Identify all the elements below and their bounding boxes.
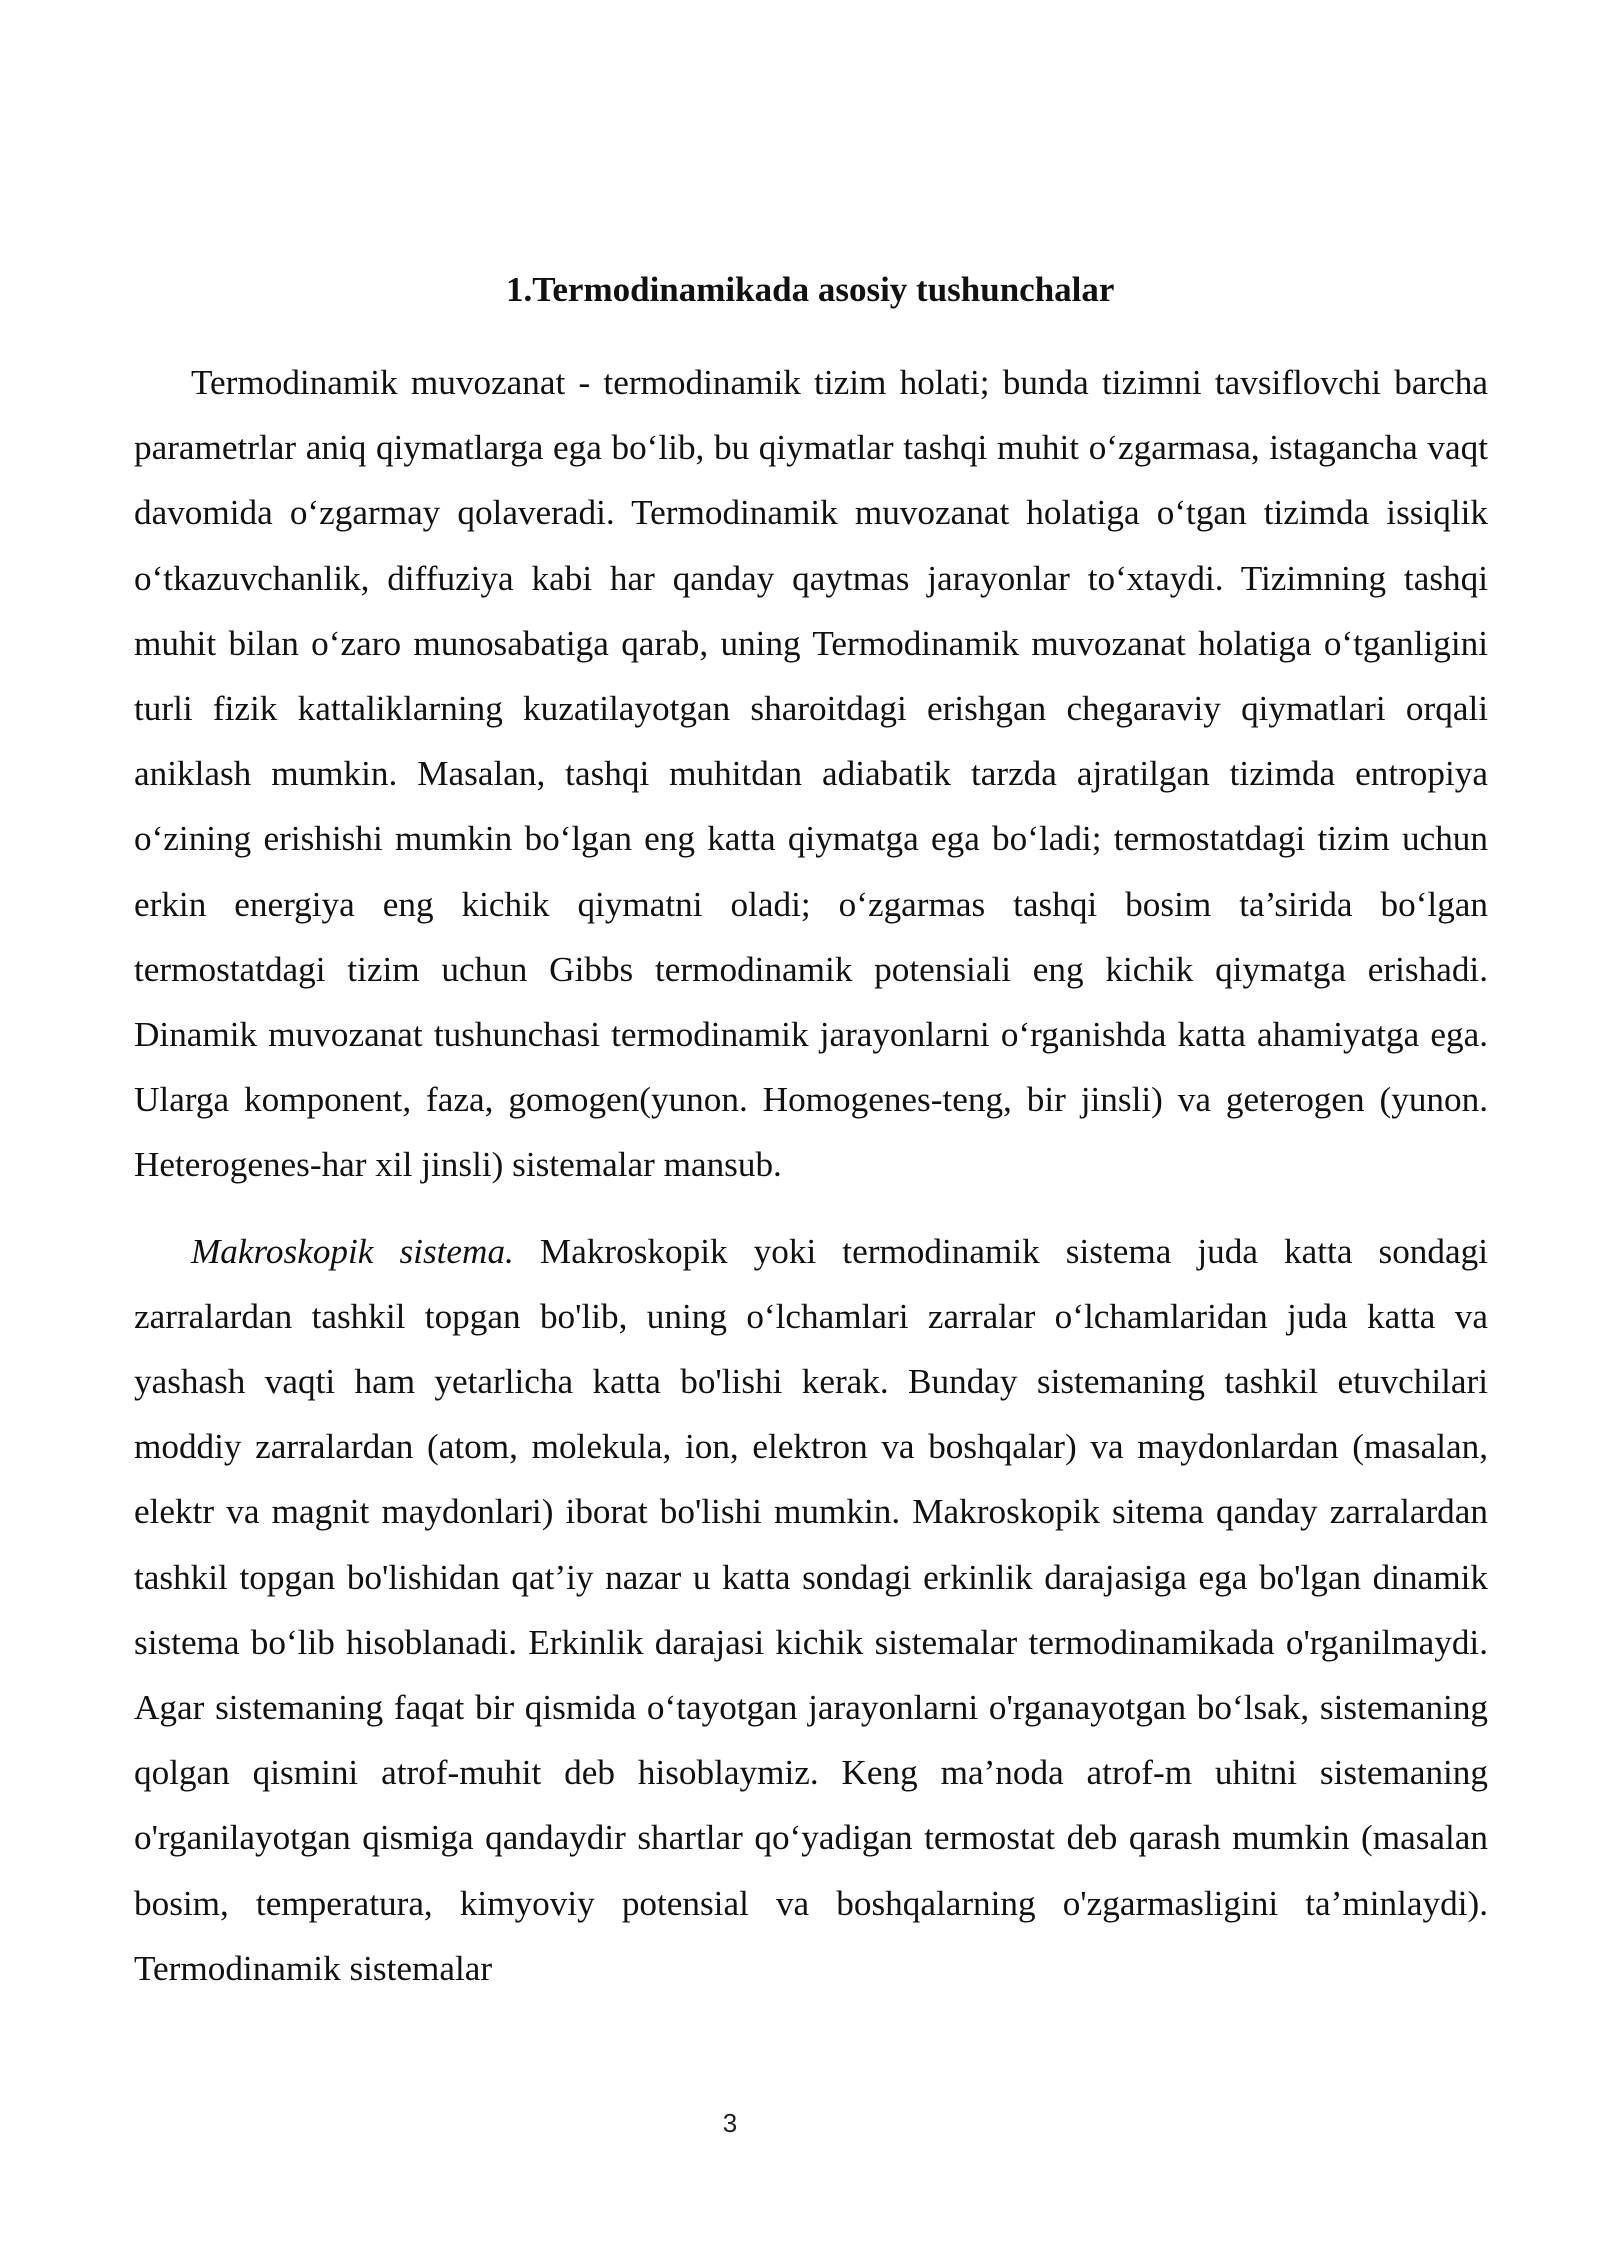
paragraph-macroscopic-system — [134, 1219, 1488, 2001]
document-page — [134, 0, 1488, 2262]
paragraph-lead-term: Makroskopik sistema. — [191, 1231, 514, 1271]
paragraph-body: Makroskopik yoki termodinamik sistema juda katta sondagi zarralardan tashkil topgan bo'lib, uning o‘lchamlari zarralar o‘lchamlaridan juda katta va yashash vaqti ham yetarlicha katta bo'lishi kerak. Bunday sistemaning tashkil etuvchilari moddiy zarralardan (atom, molekula, ion, elektron va boshqalar) va maydonlardan (masalan, elektr va magnit maydonlari) iborat bo'lishi mumkin. Makroskopik sitema qanday zarralardan tashkil topgan bo'lishidan qat’iy nazar u katta sondagi erkinlik darajasiga ega bo'lgan dinamik sistema bo‘lib hisoblanadi. Erkinlik darajasi kichik sistemalar termodinamikada o'rganilmaydi. Agar sistemaning faqat bir qismida o‘tayotgan jarayonlarni o'rganayotgan bo‘lsak, sistemaning qolgan qismini atrof-muhit deb hisoblaymiz. Keng ma’noda atrof-m uhitni sistemaning o'rganilayotgan qismiga qandaydir shartlar qo‘yadigan termostat deb qarash mumkin (masalan bosim, temperatura, kimyoviy potensial va boshqalarning o'zgarmasligini ta’minlaydi). Termodinamik sistemalar — [134, 1231, 1488, 1988]
body-text — [134, 350, 1488, 2001]
section-heading: 1.Termodinamikada asosiy tushunchalar — [506, 270, 1115, 309]
page-number: 3 — [722, 2108, 738, 2138]
paragraph-equilibrium: Termodinamik muvozanat - termodinamik tizim holati; bunda tizimni tavsiflovchi barcha parametrlar aniq qiymatlarga ega bo‘lib, bu qiymatlar tashqi muhit o‘zgarmasa, istagancha vaqt davomida o‘zgarmay qolaveradi. Termodinamik muvozanat holatiga o‘tgan tizimda issiqlik o‘tkazuvchanlik, diffuziya kabi har qanday qaytmas jarayonlar to‘xtaydi. Tizimning tashqi muhit bilan o‘zaro munosabatiga qarab, uning Termodinamik muvozanat holatiga o‘tganligini turli fizik kattaliklarning kuzatilayotgan sharoitdagi erishgan chegaraviy qiymatlari orqali aniklash mumkin. Masalan, tashqi muhitdan adiabatik tarzda ajratilgan tizimda entropiya o‘zining erishishi mumkin bo‘lgan eng katta qiymatga ega bo‘ladi; termostatdagi tizim uchun erkin energiya eng kichik qiymatni oladi; o‘zgarmas tashqi bosim ta’sirida bo‘lgan termostatdagi tizim uchun Gibbs termodinamik potensiali eng kichik qiymatga erishadi. Dinamik muvozanat tushunchasi termodinamik jarayonlarni o‘rganishda katta ahamiyatga ega. Ularga komponent, faza, gomogen(yunon. Homogenes-teng, bir jinsli) va geterogen (yunon. Heterogenes-har xil jinsli) sistemalar mansub. — [134, 363, 1488, 1185]
